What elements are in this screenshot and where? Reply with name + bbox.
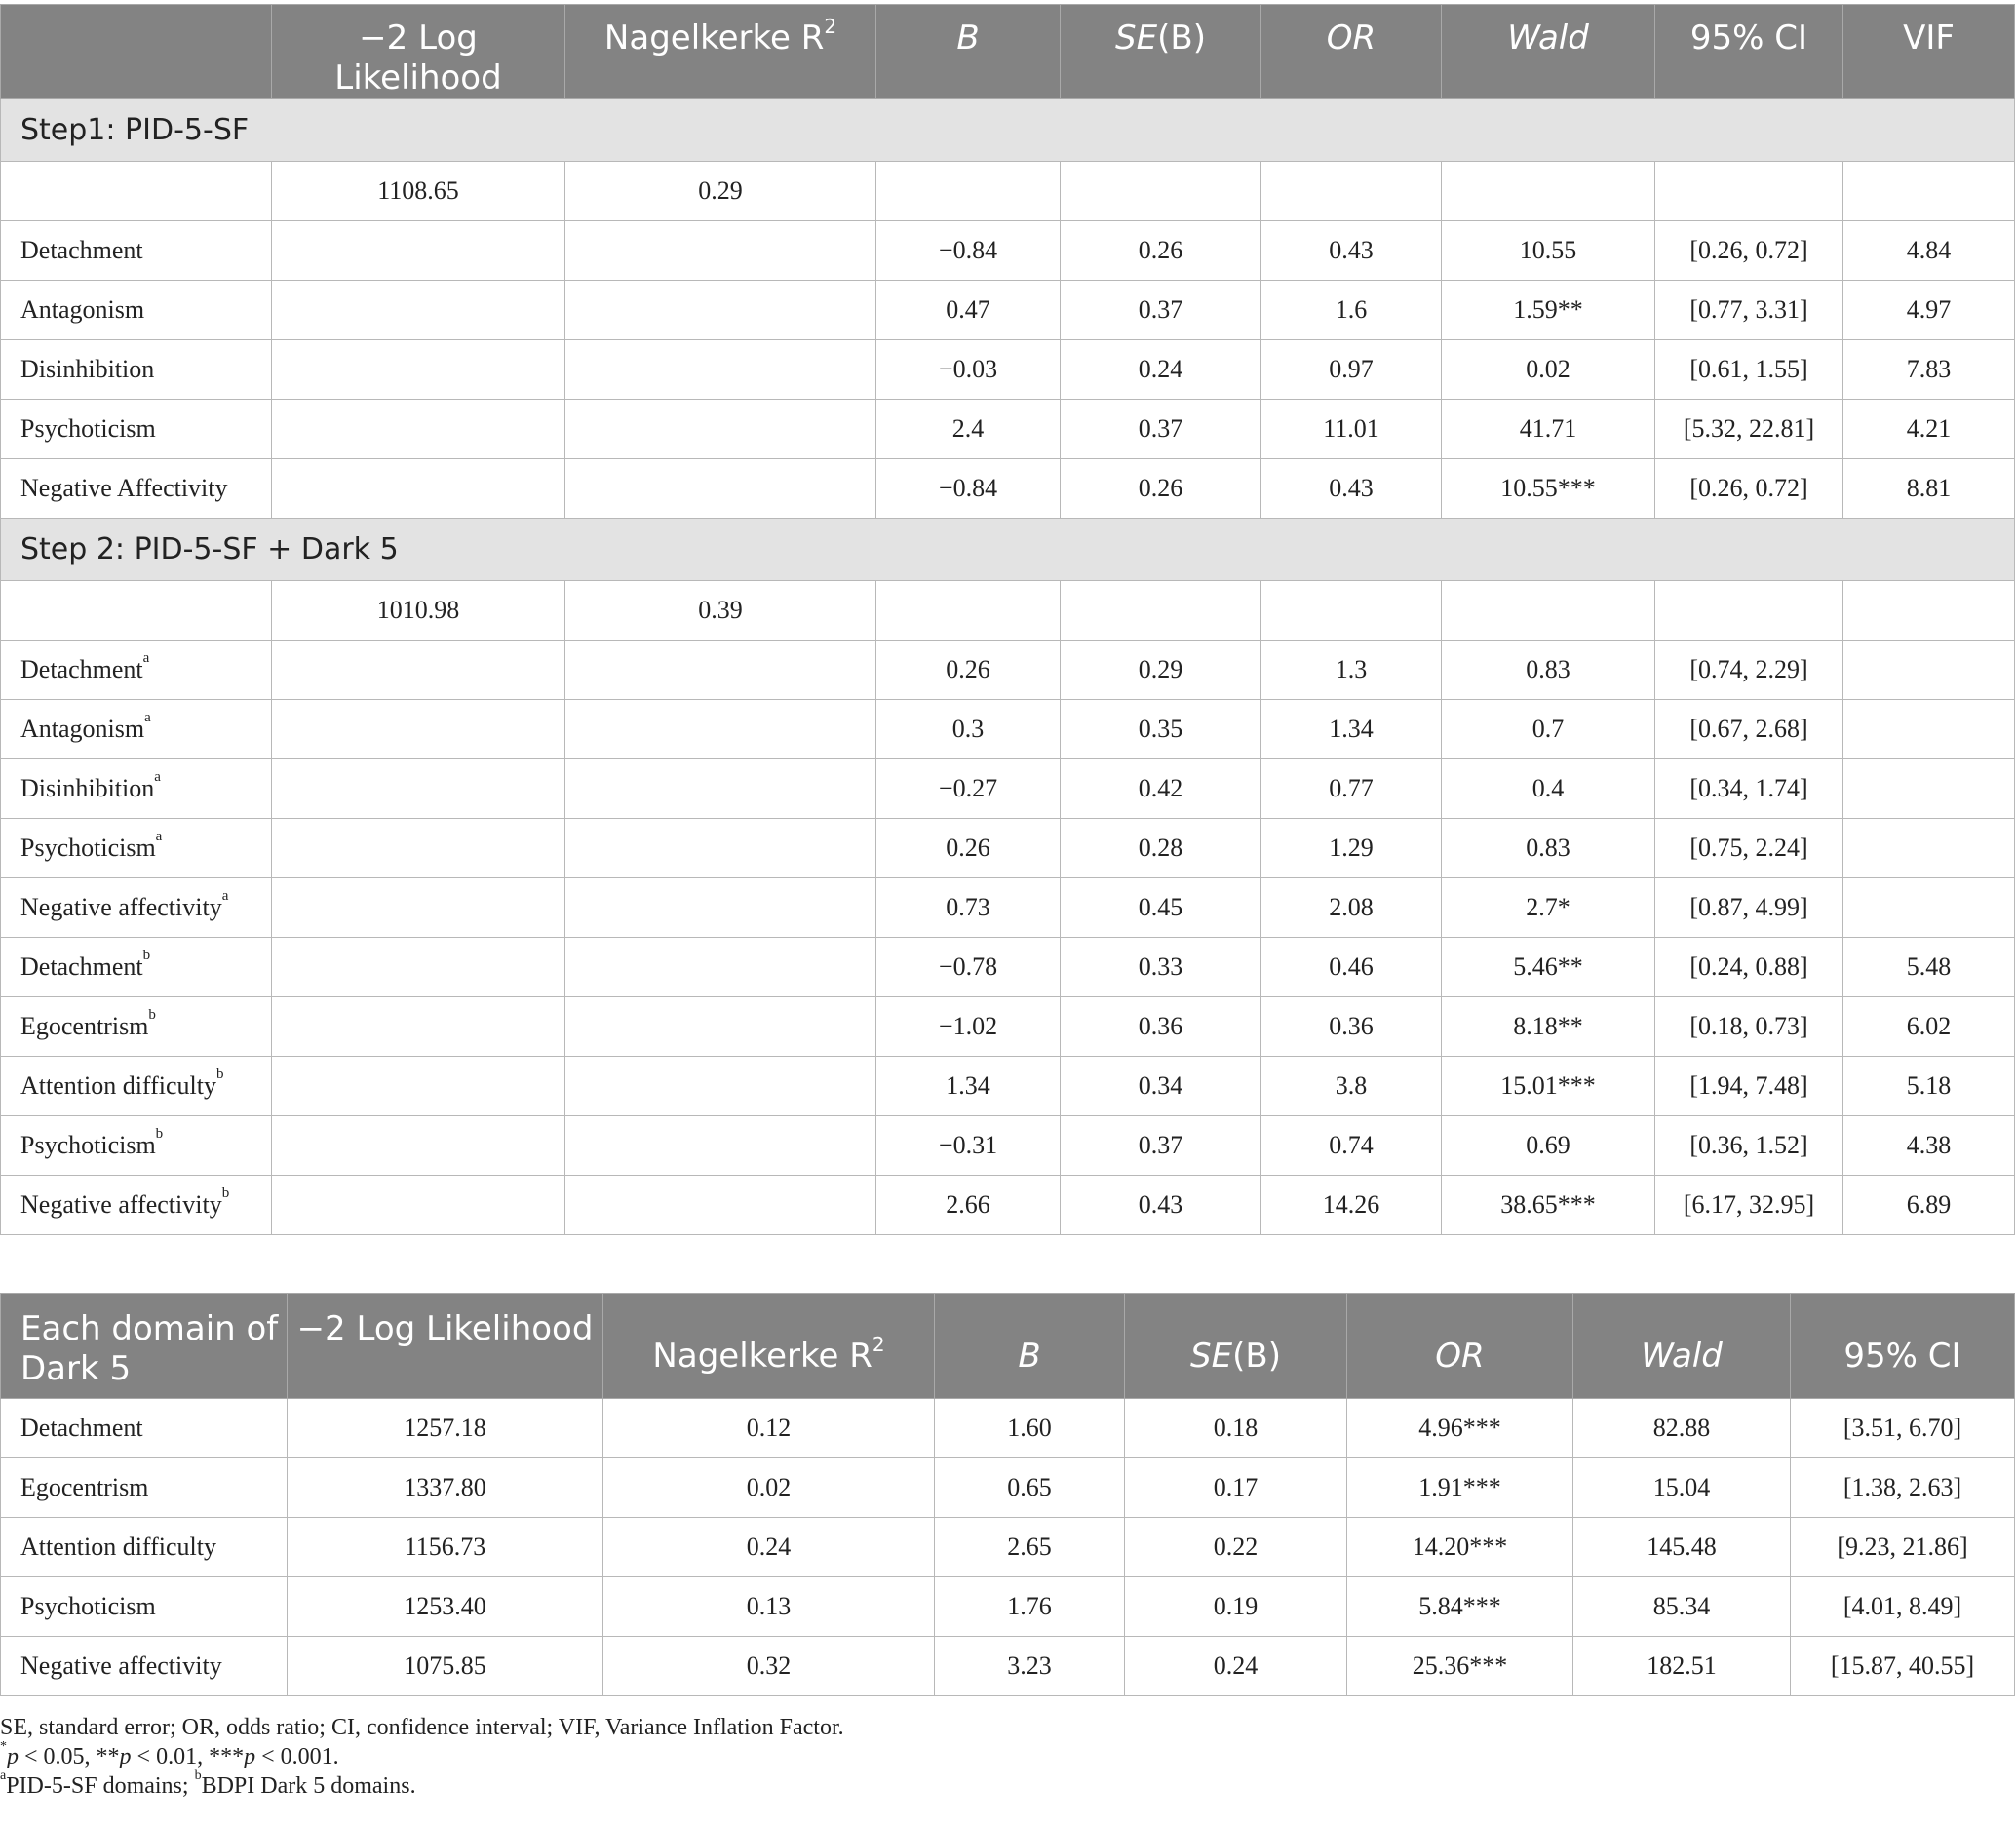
cell-or: 0.43 <box>1261 221 1442 281</box>
cell-ci: [0.24, 0.88] <box>1655 938 1843 997</box>
table-row <box>1 641 2015 700</box>
cell-nagelkerke <box>565 281 876 340</box>
table-row <box>1 340 2015 400</box>
cell-nagelkerke <box>565 340 876 400</box>
cell-or: 0.77 <box>1261 759 1442 819</box>
cell-vif: 5.18 <box>1843 1057 2015 1116</box>
cell-label <box>1 581 272 641</box>
cell-wald: 15.01*** <box>1442 1057 1655 1116</box>
cell-b: −0.84 <box>876 221 1061 281</box>
cell-label: Attention difficulty <box>1 1518 288 1577</box>
cell-wald: 0.83 <box>1442 819 1655 878</box>
cell-ci: [0.74, 2.29] <box>1655 641 1843 700</box>
cell-or: 1.3 <box>1261 641 1442 700</box>
cell-vif: 5.48 <box>1843 938 2015 997</box>
cell-nagelkerke <box>565 1116 876 1176</box>
row-label-superscript: a <box>221 888 229 904</box>
cell-nagelkerke <box>565 400 876 459</box>
cell-se: 0.45 <box>1061 878 1261 938</box>
cell-or: 0.74 <box>1261 1116 1442 1176</box>
header-ci: 95% CI <box>1655 5 1843 99</box>
cell-log-likelihood <box>272 1176 565 1235</box>
cell-b: 0.65 <box>935 1458 1125 1518</box>
cell-ci: [0.34, 1.74] <box>1655 759 1843 819</box>
cell-log-likelihood: 1108.65 <box>272 162 565 221</box>
header-nagelkerke: Nagelkerke $R^2$ <box>565 5 876 99</box>
cell-wald: 5.46** <box>1442 938 1655 997</box>
header-ci: 95% CI <box>1791 1294 2015 1399</box>
regression-table-domains <box>0 1293 2015 1696</box>
cell-b: 3.23 <box>935 1637 1125 1696</box>
header-vif: VIF <box>1843 5 2015 99</box>
cell-nagelkerke <box>565 221 876 281</box>
cell-vif: 4.84 <box>1843 221 2015 281</box>
row-label: Antagonism <box>20 295 145 324</box>
table-row <box>1 1577 2015 1637</box>
cell-label <box>1 340 272 400</box>
row-label: Detachment <box>20 952 143 981</box>
cell-b: 2.66 <box>876 1176 1061 1235</box>
cell-se: 0.36 <box>1061 997 1261 1057</box>
cell-empty <box>1655 162 1843 221</box>
cell-se: 0.43 <box>1061 1176 1261 1235</box>
cell-log-likelihood <box>272 221 565 281</box>
cell-nagelkerke <box>565 1057 876 1116</box>
cell-empty <box>1061 581 1261 641</box>
cell-nagelkerke <box>565 459 876 519</box>
cell-label: Psychoticism <box>1 1577 288 1637</box>
cell-label <box>1 819 272 878</box>
cell-empty <box>1261 581 1442 641</box>
cell-se: 0.33 <box>1061 938 1261 997</box>
cell-log-likelihood <box>272 759 565 819</box>
cell-wald: 82.88 <box>1573 1399 1791 1458</box>
cell-vif: 7.83 <box>1843 340 2015 400</box>
table-header-row <box>1 1294 2015 1399</box>
row-label: Antagonism <box>20 715 145 743</box>
footnote-superscripts: $^a$PID-5-SF domains; $^b$BDPI Dark 5 domains. <box>0 1768 416 1799</box>
table-body <box>1 99 2015 1235</box>
cell-label <box>1 759 272 819</box>
table-row <box>1 1399 2015 1458</box>
header-se: SE(B) <box>1125 1294 1347 1399</box>
cell-log-likelihood: 1257.18 <box>288 1399 603 1458</box>
table-header-row <box>1 5 2015 99</box>
header-or: OR <box>1261 5 1442 99</box>
cell-empty <box>876 581 1061 641</box>
cell-ci: [0.26, 0.72] <box>1655 221 1843 281</box>
cell-log-likelihood <box>272 997 565 1057</box>
table-row <box>1 1518 2015 1577</box>
cell-label <box>1 641 272 700</box>
cell-ci: [15.87, 40.55] <box>1791 1637 2015 1696</box>
cell-nagelkerke: 0.39 <box>565 581 876 641</box>
cell-wald: 182.51 <box>1573 1637 1791 1696</box>
cell-ci: [0.18, 0.73] <box>1655 997 1843 1057</box>
cell-b: 0.26 <box>876 641 1061 700</box>
cell-or: 1.91*** <box>1347 1458 1573 1518</box>
cell-nagelkerke <box>565 819 876 878</box>
header-log-likelihood: −2 Log Likelihood <box>272 5 565 99</box>
cell-ci: [0.61, 1.55] <box>1655 340 1843 400</box>
cell-ci: [4.01, 8.49] <box>1791 1577 2015 1637</box>
table-row <box>1 997 2015 1057</box>
cell-nagelkerke <box>565 997 876 1057</box>
cell-se: 0.35 <box>1061 700 1261 759</box>
cell-vif <box>1843 878 2015 938</box>
header-blank <box>1 5 272 99</box>
cell-se: 0.37 <box>1061 1116 1261 1176</box>
cell-ci: [6.17, 32.95] <box>1655 1176 1843 1235</box>
cell-empty <box>1843 581 2015 641</box>
cell-b: 0.73 <box>876 878 1061 938</box>
cell-wald: 10.55 <box>1442 221 1655 281</box>
cell-ci: [0.87, 4.99] <box>1655 878 1843 938</box>
cell-or: 1.6 <box>1261 281 1442 340</box>
cell-b: 1.34 <box>876 1057 1061 1116</box>
cell-se: 0.26 <box>1061 221 1261 281</box>
cell-label <box>1 700 272 759</box>
header-b: B <box>876 5 1061 99</box>
row-label-superscript: a <box>142 650 150 666</box>
header-wald: Wald <box>1573 1294 1791 1399</box>
cell-label: Negative affectivity <box>1 1637 288 1696</box>
row-label-superscript: b <box>155 1126 164 1142</box>
cell-empty <box>876 162 1061 221</box>
row-label: Disinhibition <box>20 774 155 802</box>
cell-ci: [0.36, 1.52] <box>1655 1116 1843 1176</box>
cell-wald: 15.04 <box>1573 1458 1791 1518</box>
cell-log-likelihood: 1156.73 <box>288 1518 603 1577</box>
cell-nagelkerke <box>565 759 876 819</box>
cell-label <box>1 878 272 938</box>
table-row <box>1 281 2015 340</box>
row-label-superscript: a <box>154 769 161 785</box>
cell-ci: [9.23, 21.86] <box>1791 1518 2015 1577</box>
cell-nagelkerke: 0.29 <box>565 162 876 221</box>
cell-or: 5.84*** <box>1347 1577 1573 1637</box>
header-b: B <box>935 1294 1125 1399</box>
cell-vif: 4.97 <box>1843 281 2015 340</box>
row-label-superscript: b <box>148 1007 156 1023</box>
cell-log-likelihood <box>272 1057 565 1116</box>
cell-nagelkerke <box>565 1176 876 1235</box>
cell-b: 0.26 <box>876 819 1061 878</box>
cell-vif <box>1843 641 2015 700</box>
cell-se: 0.37 <box>1061 400 1261 459</box>
cell-wald: 0.69 <box>1442 1116 1655 1176</box>
row-label: Attention difficulty <box>20 1071 216 1100</box>
cell-se: 0.28 <box>1061 819 1261 878</box>
footnote-significance: *p < 0.05, **p < 0.01, ***p < 0.001. <box>0 1739 339 1769</box>
cell-se: 0.22 <box>1125 1518 1347 1577</box>
cell-wald: 2.7* <box>1442 878 1655 938</box>
cell-ci: [0.75, 2.24] <box>1655 819 1843 878</box>
cell-se: 0.42 <box>1061 759 1261 819</box>
cell-or: 14.26 <box>1261 1176 1442 1235</box>
cell-or: 25.36*** <box>1347 1637 1573 1696</box>
cell-empty <box>1655 581 1843 641</box>
cell-or: 11.01 <box>1261 400 1442 459</box>
header-log-likelihood: −2 Log Likelihood <box>288 1294 603 1399</box>
header-se: SE(B) <box>1061 5 1261 99</box>
row-label-superscript: b <box>216 1067 224 1082</box>
cell-b: −0.31 <box>876 1116 1061 1176</box>
table-footnotes <box>0 1713 844 1801</box>
cell-log-likelihood <box>272 938 565 997</box>
table-row <box>1 1176 2015 1235</box>
cell-vif: 4.21 <box>1843 400 2015 459</box>
cell-wald: 0.7 <box>1442 700 1655 759</box>
cell-log-likelihood <box>272 878 565 938</box>
model-fit-row <box>1 162 2015 221</box>
cell-wald: 8.18** <box>1442 997 1655 1057</box>
cell-b: −0.78 <box>876 938 1061 997</box>
cell-ci: [5.32, 22.81] <box>1655 400 1843 459</box>
cell-label <box>1 1116 272 1176</box>
model-fit-row <box>1 581 2015 641</box>
cell-wald: 0.02 <box>1442 340 1655 400</box>
row-label: Psychoticism <box>20 834 156 862</box>
cell-ci: [0.77, 3.31] <box>1655 281 1843 340</box>
cell-b: −1.02 <box>876 997 1061 1057</box>
cell-b: 2.65 <box>935 1518 1125 1577</box>
cell-log-likelihood <box>272 1116 565 1176</box>
cell-log-likelihood <box>272 340 565 400</box>
header-domain: Each domain of Dark 5 <box>1 1294 288 1399</box>
cell-vif <box>1843 759 2015 819</box>
cell-nagelkerke: 0.02 <box>603 1458 935 1518</box>
row-label: Negative affectivity <box>20 1190 222 1219</box>
cell-nagelkerke: 0.24 <box>603 1518 935 1577</box>
table-row <box>1 938 2015 997</box>
section-row <box>1 99 2015 162</box>
cell-wald: 10.55*** <box>1442 459 1655 519</box>
cell-or: 1.34 <box>1261 700 1442 759</box>
cell-label <box>1 281 272 340</box>
header-wald: Wald <box>1442 5 1655 99</box>
table-row <box>1 878 2015 938</box>
cell-ci: [1.38, 2.63] <box>1791 1458 2015 1518</box>
header-or: OR <box>1347 1294 1573 1399</box>
cell-empty <box>1442 162 1655 221</box>
table-row <box>1 1057 2015 1116</box>
cell-nagelkerke <box>565 700 876 759</box>
cell-label: Egocentrism <box>1 1458 288 1518</box>
table-row <box>1 819 2015 878</box>
cell-wald: 145.48 <box>1573 1518 1791 1577</box>
cell-label <box>1 221 272 281</box>
cell-wald: 41.71 <box>1442 400 1655 459</box>
cell-or: 1.29 <box>1261 819 1442 878</box>
cell-log-likelihood <box>272 819 565 878</box>
row-label: Negative Affectivity <box>20 474 228 502</box>
table-row <box>1 759 2015 819</box>
cell-label <box>1 1057 272 1116</box>
cell-se: 0.34 <box>1061 1057 1261 1116</box>
cell-b: 1.76 <box>935 1577 1125 1637</box>
cell-se: 0.37 <box>1061 281 1261 340</box>
row-label-superscript: b <box>221 1185 230 1201</box>
cell-log-likelihood <box>272 281 565 340</box>
cell-nagelkerke: 0.13 <box>603 1577 935 1637</box>
table-row <box>1 221 2015 281</box>
footnote-abbreviations: SE, standard error; OR, odds ratio; CI, confidence interval; VIF, Variance Inflation Factor. <box>0 1715 844 1740</box>
row-label: Disinhibition <box>20 355 155 383</box>
row-label-superscript: a <box>155 829 163 844</box>
cell-or: 14.20*** <box>1347 1518 1573 1577</box>
regression-table-steps <box>0 4 2015 1235</box>
cell-or: 3.8 <box>1261 1057 1442 1116</box>
section-title: Step 2: PID-5-SF + Dark 5 <box>1 519 2015 581</box>
row-label: Egocentrism <box>20 1012 149 1040</box>
cell-label: Detachment <box>1 1399 288 1458</box>
cell-wald: 38.65*** <box>1442 1176 1655 1235</box>
cell-log-likelihood <box>272 700 565 759</box>
cell-wald: 0.4 <box>1442 759 1655 819</box>
cell-log-likelihood: 1010.98 <box>272 581 565 641</box>
cell-b: 0.3 <box>876 700 1061 759</box>
cell-log-likelihood <box>272 400 565 459</box>
cell-vif: 6.89 <box>1843 1176 2015 1235</box>
table-row <box>1 459 2015 519</box>
section-title: Step1: PID-5-SF <box>1 99 2015 162</box>
cell-se: 0.17 <box>1125 1458 1347 1518</box>
cell-log-likelihood <box>272 641 565 700</box>
cell-empty <box>1061 162 1261 221</box>
cell-or: 4.96*** <box>1347 1399 1573 1458</box>
cell-b: −0.27 <box>876 759 1061 819</box>
cell-vif: 4.38 <box>1843 1116 2015 1176</box>
cell-log-likelihood: 1075.85 <box>288 1637 603 1696</box>
cell-b: 1.60 <box>935 1399 1125 1458</box>
cell-or: 0.36 <box>1261 997 1442 1057</box>
cell-log-likelihood: 1337.80 <box>288 1458 603 1518</box>
header-nagelkerke: Nagelkerke $R^2$ <box>603 1294 935 1399</box>
cell-ci: [0.67, 2.68] <box>1655 700 1843 759</box>
cell-label <box>1 1176 272 1235</box>
cell-ci: [3.51, 6.70] <box>1791 1399 2015 1458</box>
cell-log-likelihood: 1253.40 <box>288 1577 603 1637</box>
cell-wald: 0.83 <box>1442 641 1655 700</box>
cell-se: 0.29 <box>1061 641 1261 700</box>
table-row <box>1 400 2015 459</box>
cell-or: 0.46 <box>1261 938 1442 997</box>
table-row <box>1 1116 2015 1176</box>
cell-label <box>1 400 272 459</box>
table-row <box>1 1637 2015 1696</box>
row-label: Detachment <box>20 236 143 264</box>
row-label: Psychoticism <box>20 414 156 443</box>
cell-ci: [0.26, 0.72] <box>1655 459 1843 519</box>
cell-or: 0.97 <box>1261 340 1442 400</box>
cell-vif: 6.02 <box>1843 997 2015 1057</box>
row-label: Negative affectivity <box>20 893 222 921</box>
cell-empty <box>1442 581 1655 641</box>
cell-b: 0.47 <box>876 281 1061 340</box>
cell-se: 0.24 <box>1061 340 1261 400</box>
cell-empty <box>1843 162 2015 221</box>
cell-se: 0.24 <box>1125 1637 1347 1696</box>
cell-label <box>1 162 272 221</box>
cell-nagelkerke <box>565 641 876 700</box>
cell-b: −0.03 <box>876 340 1061 400</box>
cell-se: 0.26 <box>1061 459 1261 519</box>
cell-se: 0.18 <box>1125 1399 1347 1458</box>
table-row <box>1 1458 2015 1518</box>
cell-nagelkerke: 0.12 <box>603 1399 935 1458</box>
row-label: Psychoticism <box>20 1131 156 1159</box>
cell-wald: 1.59** <box>1442 281 1655 340</box>
cell-label <box>1 997 272 1057</box>
cell-vif <box>1843 700 2015 759</box>
table-body <box>1 1399 2015 1696</box>
row-label: Detachment <box>20 655 143 683</box>
cell-label <box>1 459 272 519</box>
section-row <box>1 519 2015 581</box>
cell-vif: 8.81 <box>1843 459 2015 519</box>
cell-empty <box>1261 162 1442 221</box>
cell-wald: 85.34 <box>1573 1577 1791 1637</box>
cell-label <box>1 938 272 997</box>
cell-b: −0.84 <box>876 459 1061 519</box>
table-row <box>1 700 2015 759</box>
cell-ci: [1.94, 7.48] <box>1655 1057 1843 1116</box>
cell-log-likelihood <box>272 459 565 519</box>
cell-nagelkerke <box>565 878 876 938</box>
cell-b: 2.4 <box>876 400 1061 459</box>
cell-or: 2.08 <box>1261 878 1442 938</box>
cell-or: 0.43 <box>1261 459 1442 519</box>
cell-se: 0.19 <box>1125 1577 1347 1637</box>
cell-nagelkerke <box>565 938 876 997</box>
cell-nagelkerke: 0.32 <box>603 1637 935 1696</box>
row-label-superscript: b <box>142 948 151 963</box>
row-label-superscript: a <box>144 710 151 725</box>
cell-vif <box>1843 819 2015 878</box>
